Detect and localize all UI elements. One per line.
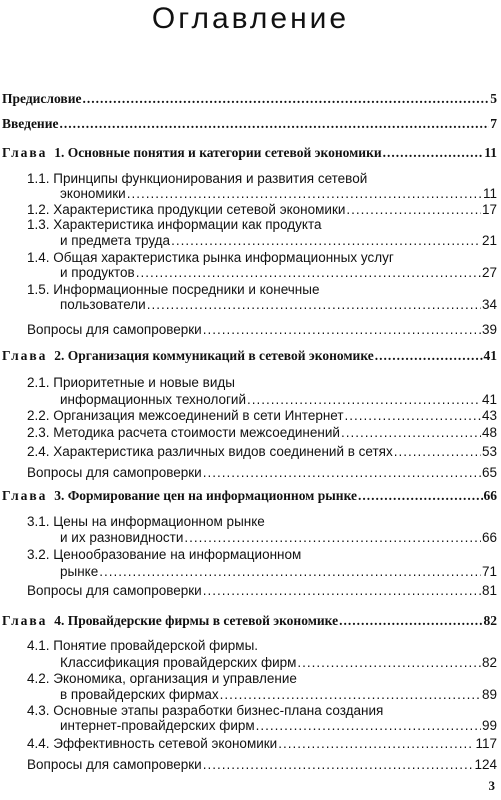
toc-entry-page: 43: [481, 408, 497, 423]
dot-leader: [203, 583, 481, 598]
toc-entry-page: 81: [481, 583, 497, 598]
chapter-word: Глава: [2, 348, 48, 363]
toc-section-1-2[interactable]: [27, 202, 497, 217]
section-number: 1.1.: [27, 171, 50, 186]
toc-questions-2[interactable]: [27, 465, 497, 480]
toc-entry-page: 66: [481, 530, 497, 545]
dot-leader: [375, 348, 483, 364]
toc-section-1-5[interactable]: [27, 282, 319, 297]
toc-entry-page: 7: [490, 116, 497, 131]
toc-questions-3[interactable]: [27, 583, 497, 598]
section-number: 1.4.: [27, 250, 50, 265]
toc-section-4-2[interactable]: [27, 671, 297, 686]
toc-questions-4[interactable]: [27, 757, 497, 772]
toc-section-3-1-cont[interactable]: [60, 530, 497, 545]
section-title-line1: Экономика, организация и управление: [53, 671, 297, 686]
chapter-title: 3. Формирование цен на информационном рынке: [54, 488, 358, 503]
toc-entry-page: 82: [483, 613, 497, 628]
toc-questions-1[interactable]: [27, 322, 497, 337]
toc-entry-page: 66: [483, 488, 497, 503]
section-title-line2: Классификация провайдерских фирм: [60, 655, 297, 670]
toc-section-3-2[interactable]: [27, 547, 301, 562]
section-title-line1: Основные этапы разработки бизнес-плана создания: [53, 703, 384, 718]
section-number: 2.2.: [27, 408, 50, 423]
dot-leader: [203, 465, 481, 480]
section-title-line1: Общая характеристика рынка информационных услуг: [53, 250, 394, 265]
toc-section-3-1[interactable]: [27, 514, 265, 529]
toc-entry-page: 71: [481, 564, 497, 579]
toc-section-4-2-cont[interactable]: [60, 687, 497, 702]
toc-section-4-3-cont[interactable]: [60, 718, 497, 733]
section-title-line1: Характеристика продукции сетевой экономики: [53, 202, 346, 217]
toc-chapter-2[interactable]: [2, 348, 497, 364]
section-number: 4.4.: [27, 736, 50, 751]
toc-section-4-1[interactable]: [27, 638, 258, 653]
questions-label: Вопросы для самопроверки: [27, 465, 202, 480]
section-title-line2: и предмета труда: [60, 233, 171, 248]
dot-leader: [297, 655, 481, 670]
toc-section-1-1[interactable]: [27, 171, 367, 186]
section-title-line1: Характеристика информации как продукта: [53, 217, 322, 232]
toc-entry-page: 21: [481, 233, 497, 248]
toc-section-4-3[interactable]: [27, 703, 383, 718]
dot-leader: [358, 488, 482, 504]
section-title-line2: экономики: [60, 186, 126, 201]
toc-entry-page: 48: [481, 425, 497, 440]
section-title-line2: интернет-провайдерских фирм: [60, 718, 255, 733]
toc-section-1-5-cont[interactable]: [60, 297, 497, 312]
section-title-line1: Принципы функционирования и развития сетевой: [53, 171, 368, 186]
section-number: 1.2.: [27, 202, 50, 217]
section-title-line1: Методика расчета стоимости межсоединений: [53, 425, 340, 440]
chapter-title: 4. Провайдерские фирмы в сетевой экономике: [54, 613, 339, 628]
section-number: 4.2.: [27, 671, 50, 686]
section-number: 3.2.: [27, 547, 50, 562]
questions-label: Вопросы для самопроверки: [27, 583, 202, 598]
questions-label: Вопросы для самопроверки: [27, 757, 202, 772]
section-number: 2.4.: [27, 444, 50, 459]
toc-entry-page: 65: [481, 465, 497, 480]
toc-section-1-1-cont[interactable]: [60, 186, 497, 201]
toc-entry-page: 82: [481, 655, 497, 670]
toc-section-3-2-cont[interactable]: [60, 564, 497, 579]
toc-entry-page: 41: [481, 392, 497, 407]
dot-leader: [136, 265, 481, 280]
chapter-word: Глава: [2, 145, 48, 160]
section-title-line1: Понятие провайдерской фирмы.: [53, 638, 259, 653]
section-number: 2.3.: [27, 425, 50, 440]
toc-entry-page: 5: [490, 91, 497, 106]
toc-entry-page: 39: [481, 322, 497, 337]
dot-leader: [82, 91, 489, 107]
dot-leader: [147, 297, 481, 312]
section-number: 1.3.: [27, 217, 50, 232]
section-title-line2: в провайдерских фирмах: [60, 687, 219, 702]
dot-leader: [346, 202, 481, 217]
toc-entry-page: 27: [481, 265, 497, 280]
chapter-word: Глава: [2, 613, 48, 628]
toc-section-1-4[interactable]: [27, 250, 394, 265]
dot-leader: [184, 530, 481, 545]
toc-entry-page: 17: [481, 202, 497, 217]
toc-entry-page: 41: [483, 348, 497, 363]
toc-section-2-3[interactable]: [27, 425, 497, 440]
dot-leader: [220, 687, 481, 702]
page-title: Оглавление: [151, 2, 350, 35]
toc-section-4-4[interactable]: [27, 736, 497, 751]
toc-entry-page: 11: [484, 145, 497, 160]
toc-section-4-1-cont[interactable]: [60, 655, 497, 670]
page-number: 3: [488, 778, 495, 793]
section-title-line2: рынке: [60, 564, 99, 579]
section-title-line1: Организация межсоединений в сети Интернет: [53, 408, 344, 423]
toc-entry-page: 117: [475, 736, 497, 751]
section-title-line2: и их разновидности: [60, 530, 184, 545]
toc-section-1-4-cont[interactable]: [60, 265, 497, 280]
section-number: 4.3.: [27, 703, 50, 718]
dot-leader: [59, 116, 489, 132]
dot-leader: [341, 425, 481, 440]
dot-leader: [339, 613, 482, 629]
dot-leader: [203, 757, 474, 772]
toc-entry-page: 124: [474, 757, 497, 772]
dot-leader: [99, 564, 481, 579]
dot-leader: [278, 736, 474, 751]
section-title-line1: Ценообразование на информационном: [53, 547, 302, 562]
section-number: 1.5.: [27, 282, 50, 297]
toc-section-1-3-cont[interactable]: [60, 233, 497, 248]
toc-section-1-3[interactable]: [27, 217, 322, 232]
dot-leader: [171, 233, 481, 248]
toc-entry-label: Введение: [2, 116, 59, 131]
toc-entry-page: 11: [482, 186, 497, 201]
section-number: 4.1.: [27, 638, 50, 653]
chapter-title: 2. Организация коммуникаций в сетевой экономике: [54, 348, 374, 363]
dot-leader: [383, 145, 484, 161]
section-title-line1: Цены на информационном рынке: [53, 514, 265, 529]
toc-chapter-4[interactable]: [2, 613, 497, 629]
chapter-word: Глава: [2, 488, 48, 503]
toc-entry-introduction[interactable]: [2, 116, 497, 132]
toc-entry-page: 53: [481, 444, 497, 459]
section-title-line1: Эффективность сетевой экономики: [53, 736, 278, 751]
dot-leader: [247, 392, 481, 407]
toc-chapter-1[interactable]: [2, 145, 497, 161]
section-number: 2.1.: [27, 375, 50, 390]
dot-leader: [203, 322, 481, 337]
section-title-line2: пользователи: [60, 297, 146, 312]
toc-entry-label: Предисловие: [2, 91, 82, 106]
toc-section-2-4[interactable]: [27, 444, 497, 459]
toc-section-2-1-cont[interactable]: [60, 392, 497, 407]
chapter-title: 1. Основные понятия и категории сетевой экономики: [54, 145, 382, 160]
toc-section-2-1[interactable]: [27, 375, 235, 390]
dot-leader: [394, 444, 481, 459]
dot-leader: [127, 186, 482, 201]
dot-leader: [345, 408, 481, 423]
section-title-line2: информационных технологий: [60, 392, 247, 407]
toc-entry-page: 34: [481, 297, 497, 312]
toc-entry-page: 89: [481, 687, 497, 702]
dot-leader: [256, 718, 481, 733]
section-title-line1: Приоритетные и новые виды: [53, 375, 235, 390]
toc-section-2-2[interactable]: [27, 408, 497, 423]
toc-entry-preface[interactable]: [2, 91, 497, 107]
toc-chapter-3[interactable]: [2, 488, 497, 504]
questions-label: Вопросы для самопроверки: [27, 322, 202, 337]
toc-entry-page: 99: [481, 718, 497, 733]
section-title-line2: и продуктов: [60, 265, 135, 280]
section-title-line1: Характеристика различных видов соединений в сетях: [53, 444, 393, 459]
section-title-line1: Информационные посредники и конечные: [53, 282, 320, 297]
section-number: 3.1.: [27, 514, 50, 529]
